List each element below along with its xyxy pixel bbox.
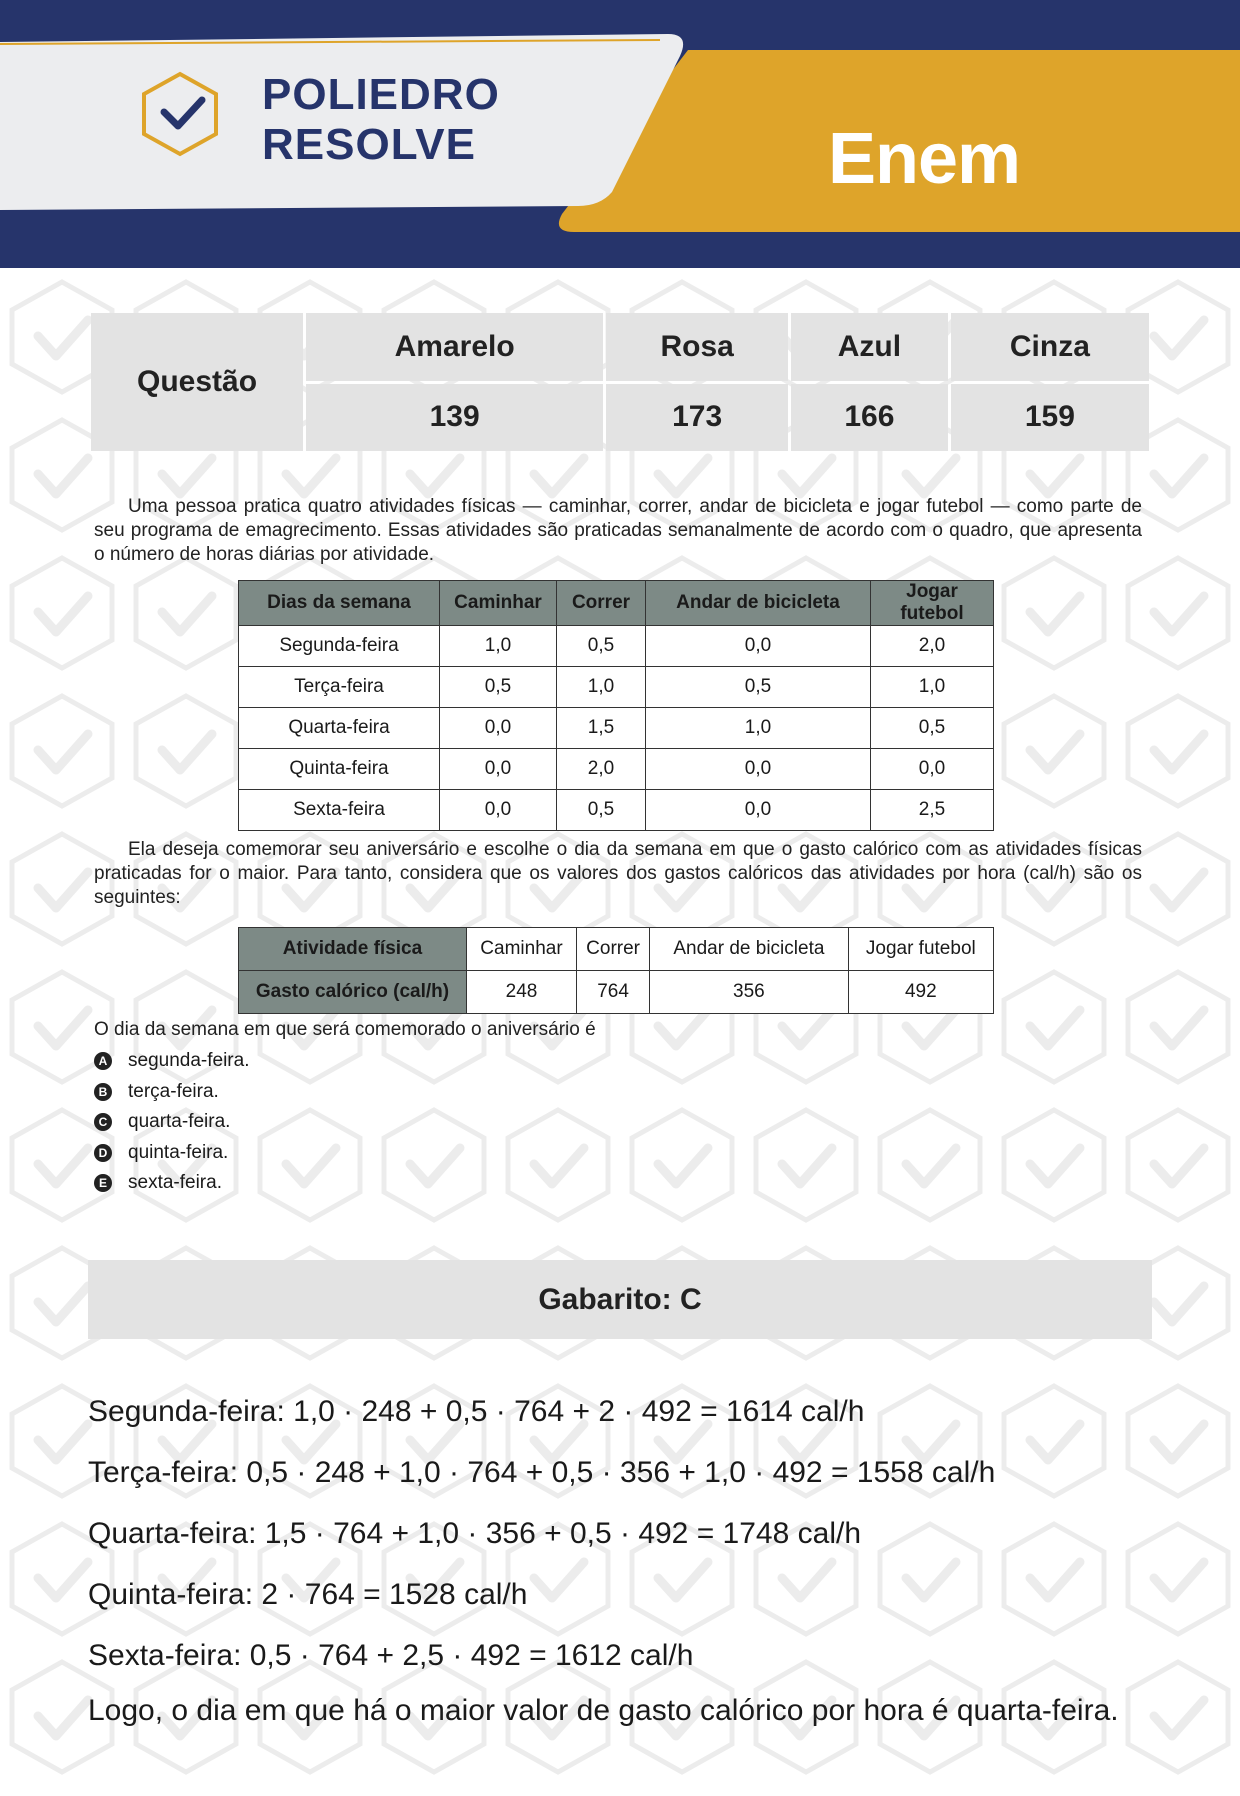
solution-conclusion: Logo, o dia em que há o maior valor de gasto calórico por hora é quarta-feira. — [88, 1694, 1119, 1727]
solution-line-tuesday: Terça-feira: 0,5 · 248 + 1,0 · 764 + 0,5 · 356 + 1,0 · 492 = 1558 cal/h — [88, 1456, 996, 1489]
calorie-activity-walk: Caminhar — [467, 928, 577, 971]
table-cell: 1,0 — [646, 708, 871, 749]
option-e[interactable] — [94, 1168, 249, 1199]
calorie-value-walk: 248 — [467, 971, 577, 1014]
hours-header-walk: Caminhar — [440, 581, 557, 626]
question-label: Questão — [91, 313, 303, 451]
calorie-row2-label: Gasto calórico (cal/h) — [239, 971, 467, 1014]
hours-header-day: Dias da semana — [239, 581, 440, 626]
option-d[interactable] — [94, 1138, 249, 1169]
exam-title: Enem — [828, 119, 1021, 199]
question-number-table — [88, 310, 1152, 454]
table-cell: Quinta-feira — [239, 749, 440, 790]
table-cell: 1,0 — [871, 667, 994, 708]
table-cell: 1,0 — [440, 626, 557, 667]
table-cell: 0,0 — [646, 626, 871, 667]
option-letter-d: D — [94, 1144, 112, 1162]
question-prompt: O dia da semana em que será comemorado o aniversário é — [94, 1019, 596, 1040]
table-cell: 2,5 — [871, 790, 994, 831]
table-row — [239, 667, 994, 708]
question-number-cinza: 159 — [951, 384, 1149, 452]
option-letter-b: B — [94, 1083, 112, 1101]
calorie-row1-label: Atividade física — [239, 928, 467, 971]
table-cell: 0,5 — [557, 790, 646, 831]
answer-key-banner: Gabarito: C — [88, 1260, 1152, 1339]
option-letter-e: E — [94, 1174, 112, 1192]
calorie-table — [238, 927, 994, 1014]
statement-middle-text: Ela deseja comemorar seu aniversário e escolhe o dia da semana em que o gasto calórico com as atividades físicas praticadas for o maior. Para tanto, considera que os valores dos gastos calóricos das atividades por hora (cal/h) são os seguintes: — [94, 839, 1142, 908]
table-cell: 1,5 — [557, 708, 646, 749]
option-letter-a: A — [94, 1052, 112, 1070]
table-cell: 0,5 — [557, 626, 646, 667]
color-label-rosa: Rosa — [606, 313, 788, 381]
brand-line-1: POLIEDRO — [262, 70, 500, 119]
solution-line-thursday: Quinta-feira: 2 · 764 = 1528 cal/h — [88, 1578, 528, 1611]
solution-line-friday: Sexta-feira: 0,5 · 764 + 2,5 · 492 = 1612 cal/h — [88, 1639, 694, 1672]
table-row — [239, 708, 994, 749]
answer-options — [94, 1046, 249, 1199]
hours-header-football: Jogar futebol — [871, 581, 994, 626]
option-text-a: segunda-feira. — [128, 1050, 250, 1072]
table-cell: Segunda-feira — [239, 626, 440, 667]
table-cell: 2,0 — [557, 749, 646, 790]
color-label-cinza: Cinza — [951, 313, 1149, 381]
calorie-value-run: 764 — [576, 971, 649, 1014]
option-text-c: quarta-feira. — [128, 1111, 231, 1133]
table-cell: 0,0 — [440, 749, 557, 790]
calorie-value-football: 492 — [848, 971, 993, 1014]
table-cell: 0,0 — [440, 708, 557, 749]
table-cell: 0,5 — [646, 667, 871, 708]
table-cell: 2,0 — [871, 626, 994, 667]
table-cell: Terça-feira — [239, 667, 440, 708]
option-letter-c: C — [94, 1113, 112, 1131]
solution-line-wednesday: Quarta-feira: 1,5 · 764 + 1,0 · 356 + 0,5 · 492 = 1748 cal/h — [88, 1517, 861, 1550]
option-a[interactable] — [94, 1046, 249, 1077]
table-row — [239, 790, 994, 831]
table-cell: 0,5 — [440, 667, 557, 708]
table-cell: 0,0 — [440, 790, 557, 831]
table-cell: Sexta-feira — [239, 790, 440, 831]
hours-header-bike: Andar de bicicleta — [646, 581, 871, 626]
question-number-amarelo: 139 — [306, 384, 603, 452]
color-label-azul: Azul — [791, 313, 948, 381]
color-label-amarelo: Amarelo — [306, 313, 603, 381]
table-cell: 0,0 — [646, 749, 871, 790]
statement-intro-text: Uma pessoa pratica quatro atividades físicas — caminhar, correr, andar de bicicleta e jogar futebol — como parte de seu programa de emagrecimento. Essas atividades são praticadas semanalmente de acordo com o quadro, que apresenta o número de horas diárias por atividade. — [94, 496, 1142, 565]
question-number-azul: 166 — [791, 384, 948, 452]
option-text-d: quinta-feira. — [128, 1141, 229, 1163]
hours-table — [238, 580, 994, 831]
calorie-activity-bike: Andar de bicicleta — [650, 928, 848, 971]
brand-line-2: RESOLVE — [262, 120, 477, 169]
statement-intro — [94, 495, 1142, 567]
statement-middle — [94, 838, 1142, 910]
table-cell: Quarta-feira — [239, 708, 440, 749]
calorie-value-bike: 356 — [650, 971, 848, 1014]
hours-header-run: Correr — [557, 581, 646, 626]
option-text-b: terça-feira. — [128, 1080, 219, 1102]
calorie-activity-football: Jogar futebol — [848, 928, 993, 971]
option-c[interactable] — [94, 1107, 249, 1138]
table-row — [239, 626, 994, 667]
solution-line-monday: Segunda-feira: 1,0 · 248 + 0,5 · 764 + 2 · 492 = 1614 cal/h — [88, 1395, 865, 1428]
question-number-rosa: 173 — [606, 384, 788, 452]
table-cell: 0,0 — [646, 790, 871, 831]
table-cell: 0,5 — [871, 708, 994, 749]
table-cell: 1,0 — [557, 667, 646, 708]
table-cell: 0,0 — [871, 749, 994, 790]
calorie-activity-run: Correr — [576, 928, 649, 971]
table-row — [239, 749, 994, 790]
option-b[interactable] — [94, 1077, 249, 1108]
option-text-e: sexta-feira. — [128, 1172, 222, 1194]
